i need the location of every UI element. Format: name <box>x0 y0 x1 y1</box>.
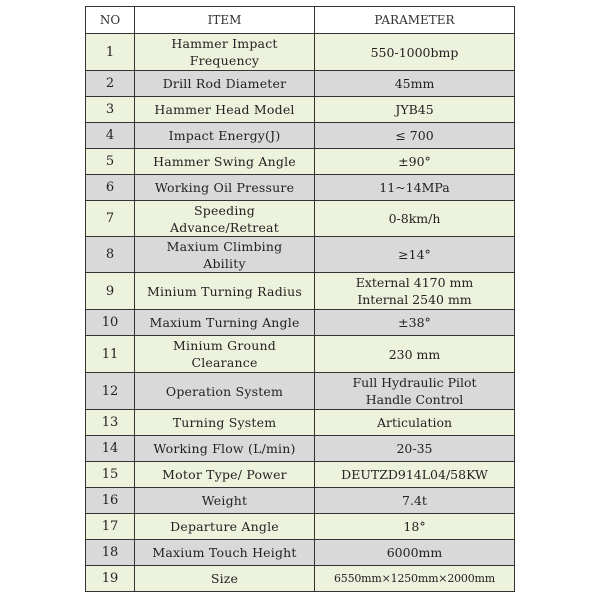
parameter-text: Handle Control <box>365 392 464 407</box>
parameter-cell <box>315 488 515 514</box>
parameter-cell <box>315 34 515 71</box>
table-row <box>86 540 515 566</box>
parameter-cell <box>315 175 515 201</box>
item-cell <box>135 71 315 97</box>
parameter-text: ≤ 700 <box>395 128 434 143</box>
table-row <box>86 237 515 273</box>
parameter-text: 0-8km/h <box>388 211 441 226</box>
parameter-text: External 4170 mm <box>355 275 474 290</box>
header-parameter: PARAMETER <box>315 7 515 34</box>
table-row <box>86 201 515 237</box>
row-number: 18 <box>86 540 135 566</box>
parameter-text: 6550mm×1250mm×2000mm <box>333 572 495 585</box>
parameter-text: JYB45 <box>395 102 434 117</box>
parameter-cell <box>315 71 515 97</box>
item-text: Minium Turning Radius <box>147 283 302 299</box>
item-text: Working Oil Pressure <box>154 180 295 195</box>
spec-table-body <box>86 34 515 592</box>
table-row <box>86 436 515 462</box>
item-text: Drill Rod Diameter <box>162 76 287 91</box>
row-number: 15 <box>86 462 135 488</box>
table-row <box>86 488 515 514</box>
table-row <box>86 175 515 201</box>
table-row <box>86 310 515 336</box>
table-row <box>86 123 515 149</box>
item-cell <box>135 123 315 149</box>
item-cell <box>135 336 315 373</box>
parameter-text: Articulation <box>376 415 453 430</box>
table-row <box>86 273 515 310</box>
item-cell <box>135 97 315 123</box>
item-text: Ability <box>203 255 246 271</box>
parameter-cell <box>315 566 515 592</box>
parameter-text: ±90° <box>398 154 431 169</box>
item-cell <box>135 34 315 71</box>
parameter-cell <box>315 410 515 436</box>
row-number: 14 <box>86 436 135 462</box>
parameter-text: ≥14° <box>398 247 431 262</box>
parameter-cell <box>315 149 515 175</box>
item-text: Speeding <box>193 202 255 218</box>
spec-table <box>85 6 515 592</box>
row-number: 2 <box>86 71 135 97</box>
parameter-text: 20-35 <box>396 441 433 456</box>
item-text: Departure Angle <box>170 519 279 534</box>
table-row <box>86 410 515 436</box>
parameter-cell <box>315 237 515 273</box>
parameter-text: ±38° <box>398 315 431 330</box>
table-row <box>86 462 515 488</box>
item-cell <box>135 273 315 310</box>
parameter-cell <box>315 97 515 123</box>
row-number: 11 <box>86 336 135 373</box>
parameter-cell <box>315 273 515 310</box>
parameter-text: 45mm <box>394 76 435 91</box>
row-number: 16 <box>86 488 135 514</box>
parameter-cell <box>315 310 515 336</box>
item-cell <box>135 201 315 237</box>
parameter-cell <box>315 201 515 237</box>
item-cell <box>135 175 315 201</box>
table-row <box>86 514 515 540</box>
parameter-text: 550-1000bmp <box>370 44 459 60</box>
item-text: Motor Type/ Power <box>162 467 287 482</box>
parameter-text: DEUTZD914L04/58KW <box>341 467 488 482</box>
item-text: Hammer Head Model <box>154 102 295 117</box>
row-number: 5 <box>86 149 135 175</box>
item-text: Hammer Swing Angle <box>153 154 296 169</box>
row-number: 8 <box>86 237 135 273</box>
row-number: 7 <box>86 201 135 237</box>
parameter-text: 6000mm <box>386 545 443 560</box>
row-number: 12 <box>86 373 135 410</box>
row-number: 6 <box>86 175 135 201</box>
row-number: 9 <box>86 273 135 310</box>
parameter-cell <box>315 436 515 462</box>
item-cell <box>135 462 315 488</box>
table-row <box>86 373 515 410</box>
item-cell <box>135 310 315 336</box>
item-cell <box>135 149 315 175</box>
row-number: 19 <box>86 566 135 592</box>
item-text: Frequency <box>189 53 260 68</box>
item-text: Hammer Impact <box>171 36 278 51</box>
parameter-cell <box>315 462 515 488</box>
parameter-text: 11~14MPa <box>379 180 450 195</box>
parameter-cell <box>315 514 515 540</box>
parameter-text: 18° <box>403 519 426 534</box>
parameter-text: Internal 2540 mm <box>357 292 472 307</box>
table-row <box>86 71 515 97</box>
item-cell <box>135 410 315 436</box>
item-text: Turning System <box>172 415 277 430</box>
header-item: ITEM <box>135 7 315 34</box>
table-row <box>86 34 515 71</box>
header-no: NO <box>86 7 135 34</box>
item-cell <box>135 373 315 410</box>
row-number: 13 <box>86 410 135 436</box>
row-number: 1 <box>86 34 135 71</box>
item-text: Working Flow (L/min) <box>153 441 296 456</box>
parameter-text: 230 mm <box>388 346 441 362</box>
item-cell <box>135 514 315 540</box>
item-cell <box>135 436 315 462</box>
item-text: Maxium Touch Height <box>152 545 297 560</box>
item-text: Clearance <box>191 355 258 370</box>
item-cell <box>135 488 315 514</box>
table-row <box>86 97 515 123</box>
table-row <box>86 149 515 175</box>
item-text: Size <box>210 571 239 586</box>
row-number: 4 <box>86 123 135 149</box>
item-text: Maxium Turning Angle <box>149 315 300 330</box>
parameter-text: Full Hydraulic Pilot <box>352 375 477 390</box>
row-number: 10 <box>86 310 135 336</box>
parameter-text: 7.4t <box>402 493 427 508</box>
parameter-cell <box>315 336 515 373</box>
item-text: Advance/Retreat <box>170 219 279 235</box>
parameter-cell <box>315 123 515 149</box>
item-cell <box>135 237 315 273</box>
item-text: Minium Ground <box>173 338 276 353</box>
item-cell <box>135 540 315 566</box>
header-row <box>86 7 515 34</box>
table-row <box>86 566 515 592</box>
table-row <box>86 336 515 373</box>
item-text: Impact Energy(J) <box>168 128 281 143</box>
parameter-cell <box>315 373 515 410</box>
item-cell <box>135 566 315 592</box>
item-text: Weight <box>201 493 248 508</box>
parameter-cell <box>315 540 515 566</box>
row-number: 3 <box>86 97 135 123</box>
row-number: 17 <box>86 514 135 540</box>
item-text: Operation System <box>165 383 284 399</box>
item-text: Maxium Climbing <box>166 238 283 254</box>
